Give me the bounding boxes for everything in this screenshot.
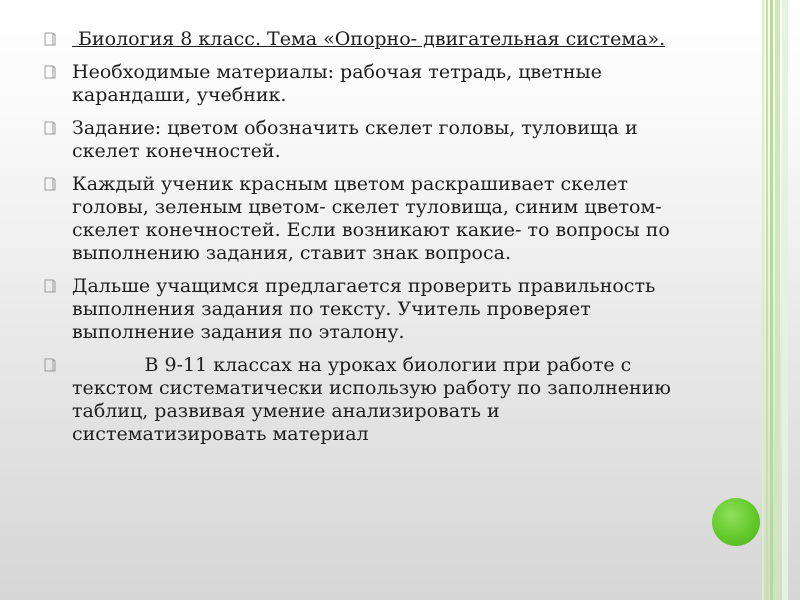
bullet-icon	[44, 358, 56, 372]
decorative-stripe	[770, 0, 773, 600]
list-item	[38, 117, 688, 163]
bullet-icon	[44, 177, 56, 191]
bullet-icon	[44, 32, 56, 46]
list-item-text: В 9-11 классах на уроках биологии при работе с текстом систематически использую работу по заполнению таблиц, развивая умение анализировать и систематизировать материал	[72, 354, 677, 445]
list-item-text: Каждый ученик красным цветом раскрашивает скелет головы, зеленым цветом- скелет туловища, синим цветом- скелет конечностей. Если возникают какие- то вопросы по выполнению задания, ставит знак вопроса.	[72, 173, 676, 264]
list-item	[38, 173, 688, 265]
bullet-list	[38, 28, 688, 456]
decorative-stripe	[766, 0, 768, 600]
list-item-text: Дальше учащимся предлагается проверить правильность выполнения задания по тексту. Учитель проверяет выполнение задания по эталону.	[72, 275, 662, 343]
list-item-text: Биология 8 класс. Тема «Опорно- двигательная система».	[72, 28, 666, 50]
decorative-stripe	[775, 0, 780, 600]
list-item-text: Задание: цветом обозначить скелет головы, туловища и скелет конечностей.	[72, 117, 644, 162]
bullet-icon	[44, 121, 56, 135]
bullet-icon	[44, 65, 56, 79]
list-item	[38, 28, 688, 51]
bullet-icon	[44, 279, 56, 293]
decorative-stripe	[782, 0, 788, 600]
list-item	[38, 61, 688, 107]
list-item	[38, 354, 688, 446]
decorative-stripe	[762, 0, 764, 600]
list-item	[38, 275, 688, 344]
green-circle-decoration	[712, 498, 760, 546]
list-item-text: Необходимые материалы: рабочая тетрадь, цветные карандаши, учебник.	[72, 61, 608, 106]
